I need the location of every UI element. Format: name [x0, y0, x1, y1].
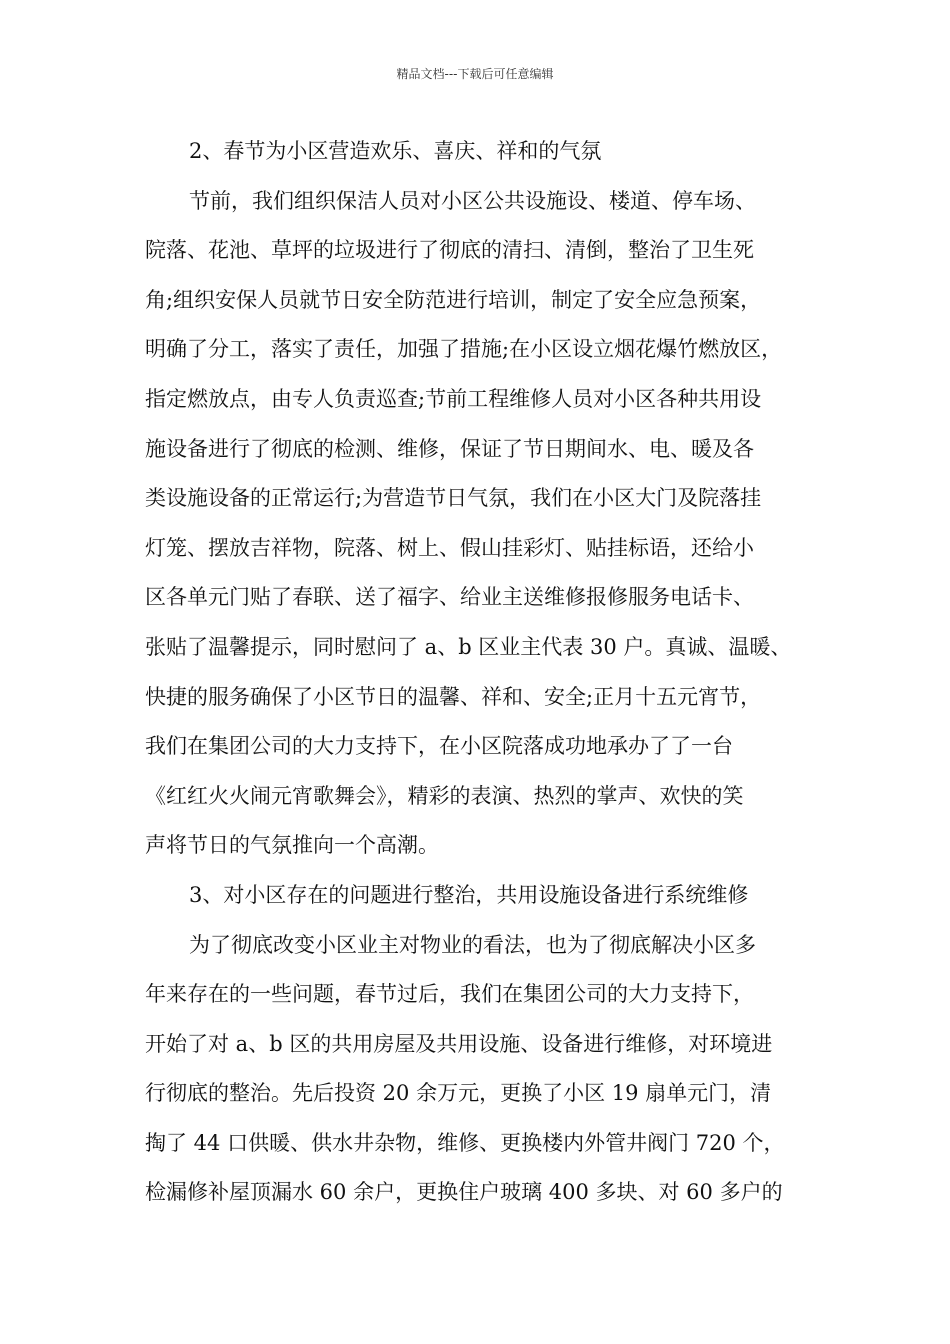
text-line: 快捷的服务确保了小区节日的温馨、祥和、安全;正月十五元宵节， [145, 684, 762, 709]
text-line: 灯笼、摆放吉祥物，院落、树上、假山挂彩灯、贴挂标语，还给小 [145, 535, 754, 560]
text-line: 指定燃放点，由专人负责巡查;节前工程维修人员对小区各种共用设 [145, 386, 762, 411]
text-line: 我们在集团公司的大力支持下，在小区院落成功地承办了了一台 [145, 734, 733, 759]
document-body [145, 127, 825, 1218]
text-line: 2、春节为小区营造欢乐、喜庆、祥和的气氛 [189, 139, 602, 163]
text-line: 开始了对 a、b 区的共用房屋及共用设施、设备进行维修，对环境进 [145, 1031, 773, 1056]
text-line: 院落、花池、草坪的垃圾进行了彻底的清扫、清倒，整治了卫生死 [145, 238, 754, 263]
text-line: 行彻底的整治。先后投资 20 余万元，更换了小区 19 扇单元门，清 [145, 1081, 772, 1106]
text-line: 年来存在的一些问题，春节过后，我们在集团公司的大力支持下， [145, 982, 754, 1007]
text-line: 节前，我们组织保洁人员对小区公共设施设、楼道、停车场、 [189, 188, 756, 213]
text-line: 明确了分工，落实了责任，加强了措施;在小区设立烟花爆竹燃放区， [145, 337, 783, 362]
text-line: 3、对小区存在的问题进行整治，共用设施设备进行系统维修 [189, 882, 749, 907]
text-line: 检漏修补屋顶漏水 60 余户，更换住户玻璃 400 多块、对 60 多户的 [145, 1180, 783, 1205]
text-line: 掏了 44 口供暖、供水井杂物，维修、更换楼内外管井阀门 720 个， [145, 1130, 785, 1155]
text-line: 角;组织安保人员就节日安全防范进行培训，制定了安全应急预案， [145, 287, 762, 312]
text-line: 《红红火火闹元宵歌舞会》，精彩的表演、热烈的掌声、欢快的笑 [145, 783, 744, 808]
text-line: 施设备进行了彻底的检测、维修，保证了节日期间水、电、暖及各 [145, 436, 754, 461]
page-header: 精品文档---下载后可任意编辑 [396, 67, 554, 81]
text-line: 为了彻底改变小区业主对物业的看法，也为了彻底解决小区多 [189, 932, 756, 957]
text-line: 声将节日的气氛推向一个高潮。 [145, 833, 439, 858]
text-line: 类设施设备的正常运行;为营造节日气氛，我们在小区大门及院落挂 [145, 486, 762, 511]
text-line: 区各单元门贴了春联、送了福字、给业主送维修报修服务电话卡、 [145, 585, 754, 610]
text-line: 张贴了温馨提示，同时慰问了 a、b 区业主代表 30 户。真诚、温暖、 [145, 634, 792, 659]
